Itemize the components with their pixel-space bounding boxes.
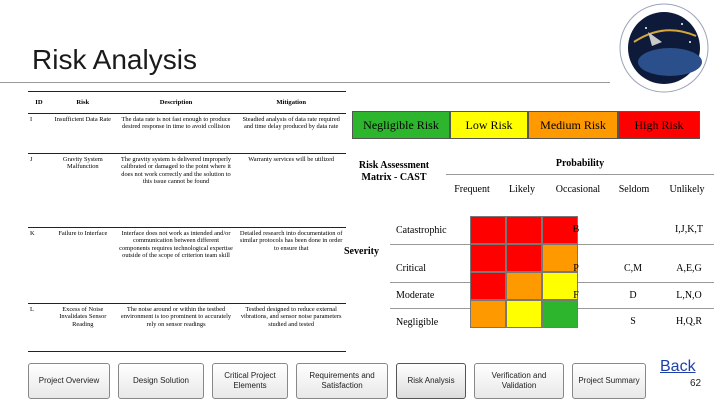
matrix-cell <box>470 272 506 300</box>
row-id: I <box>28 114 50 154</box>
cell-moderate-seldom: F <box>573 290 579 301</box>
table-row <box>28 114 346 154</box>
row-mitigation: Testbed designed to reduce external vibrations, and sensor noise parameters studied and tested <box>236 304 346 352</box>
matrix-cell <box>542 300 578 328</box>
title-divider <box>0 82 610 83</box>
table-row <box>28 228 346 304</box>
nav-project-overview[interactable]: Project Overview <box>28 363 110 399</box>
cell-critical-unlikely-b: A,E,G <box>676 263 702 274</box>
row-mitigation: Detailed research into documentation of similar protocols has been done in order to ensure that <box>236 228 346 304</box>
column-occasional: Occasional <box>555 184 601 195</box>
row-id: K <box>28 228 50 304</box>
matrix-cell <box>470 300 506 328</box>
row-risk: Insufficient Data Rate <box>50 114 116 154</box>
header-risk: Risk <box>50 92 116 114</box>
matrix-cell <box>506 216 542 244</box>
nav-design-solution[interactable]: Design Solution <box>118 363 204 399</box>
column-unlikely: Unlikely <box>669 184 705 195</box>
cell-critical-seldom: P <box>573 263 579 274</box>
row-moderate: Moderate <box>396 289 435 301</box>
legend-medium-risk: Medium Risk <box>528 111 618 139</box>
header-description: Description <box>116 92 237 114</box>
cell-moderate-unlikely-b: L,N,O <box>676 290 702 301</box>
nav-critical-project-elements[interactable]: Critical Project Elements <box>212 363 288 399</box>
cell-negligible-unlikely-a: S <box>630 316 636 327</box>
cell-moderate-unlikely-a: D <box>629 290 637 301</box>
matrix-cell <box>506 272 542 300</box>
column-likely: Likely <box>508 184 536 195</box>
mission-logo-icon <box>612 2 717 94</box>
probability-label: Probability <box>555 158 605 169</box>
row-negligible: Negligible <box>396 316 439 328</box>
page-number: 62 <box>690 378 702 389</box>
matrix-cell <box>506 300 542 328</box>
severity-label: Severity <box>344 246 379 257</box>
column-frequent: Frequent <box>454 184 490 195</box>
matrix-cell <box>470 244 506 272</box>
cell-negligible-unlikely-b: H,Q,R <box>675 316 703 327</box>
row-catastrophic: Catastrophic <box>396 224 447 236</box>
row-id: L <box>28 304 50 352</box>
row-description: The noise around or within the testbed environment is too prominent to accurately rely on sensor readings <box>116 304 237 352</box>
nav-verification-and-validation[interactable]: Verification and Validation <box>474 363 564 399</box>
cell-catastrophic-unlikely: I,J,K,T <box>674 224 704 235</box>
row-mitigation: Warranty services will be utilized <box>236 154 346 228</box>
header-id: ID <box>28 92 50 114</box>
matrix-title: Risk Assessment Matrix - CAST <box>358 160 430 183</box>
cell-catastrophic-seldom: B <box>572 224 580 235</box>
matrix-cell <box>470 216 506 244</box>
column-seldom: Seldom <box>618 184 650 195</box>
row-id: J <box>28 154 50 228</box>
nav-requirements-and-satisfaction[interactable]: Requirements and Satisfaction <box>296 363 388 399</box>
row-description: The data rate is not fast enough to produce desired response in time to avoid collision <box>116 114 237 154</box>
cell-critical-unlikely-a: C,M <box>623 263 643 274</box>
back-link[interactable]: Back <box>660 358 696 375</box>
row-risk: Gravity System Malfunction <box>50 154 116 228</box>
risk-table <box>28 91 346 352</box>
matrix-cell <box>506 244 542 272</box>
row-description: Interface does not work as intended and/or communication between different components requires technological expertise outside of the scope of criterion team skill <box>116 228 237 304</box>
row-mitigation: Steadied analysis of data rate required and time delay produced by data rate <box>236 114 346 154</box>
nav-risk-analysis[interactable]: Risk Analysis <box>396 363 466 399</box>
table-row <box>28 304 346 352</box>
table-row <box>28 154 346 228</box>
row-critical: Critical <box>396 262 426 274</box>
row-description: The gravity system is delivered improperly calibrated or damaged to the point where it does not work correctly and the solution to this issue cannot be found <box>116 154 237 228</box>
legend-low-risk: Low Risk <box>450 111 528 139</box>
row-risk: Excess of Noise Invalidates Sensor Reading <box>50 304 116 352</box>
probability-divider <box>446 174 714 175</box>
header-mitigation: Mitigation <box>236 92 346 114</box>
nav-project-summary[interactable]: Project Summary <box>572 363 646 399</box>
row-risk: Failure to Interface <box>50 228 116 304</box>
legend-high-risk: High Risk <box>618 111 700 139</box>
slide-title: Risk Analysis <box>32 44 197 75</box>
legend-negligible-risk: Negligible Risk <box>352 111 450 139</box>
